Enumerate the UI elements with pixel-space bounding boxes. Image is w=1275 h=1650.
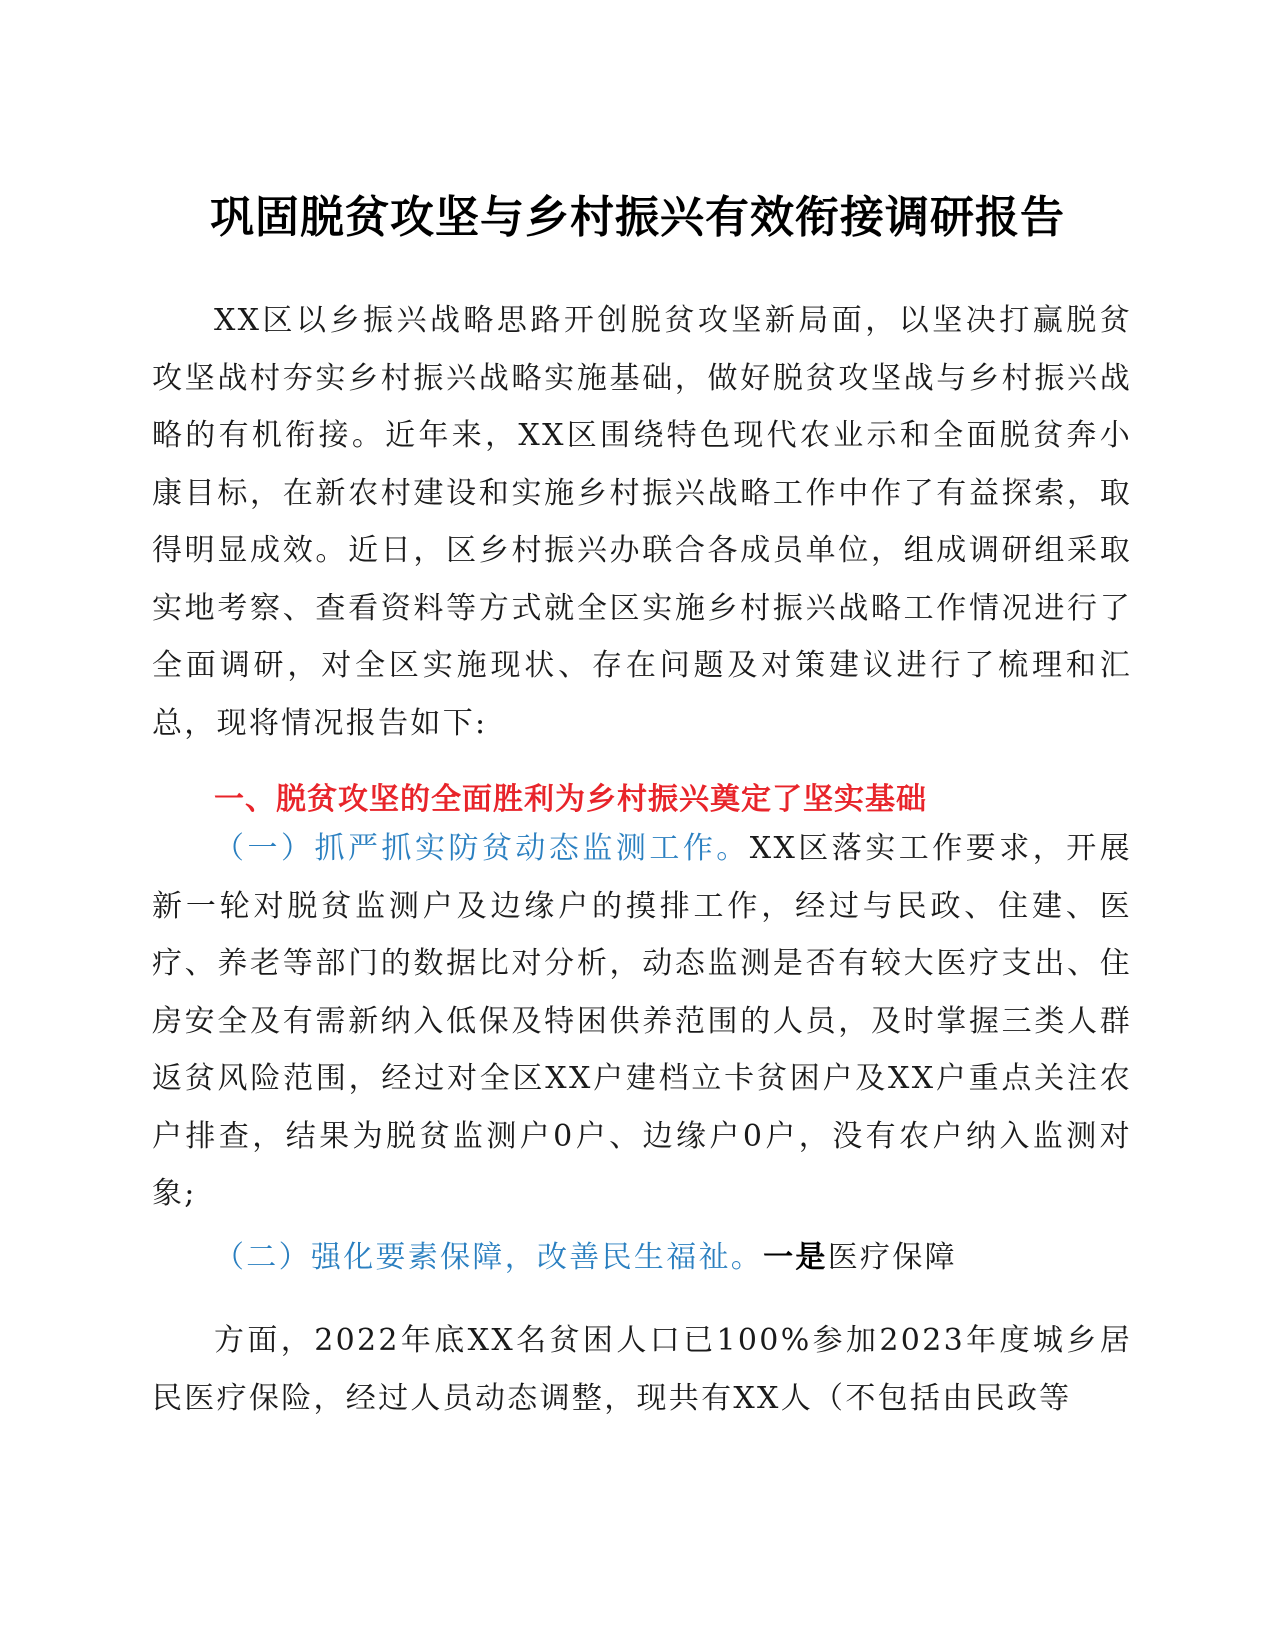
item-2-heading: （二）强化要素保障，改善民生福祉。 — [214, 1240, 764, 1275]
document-title: 巩固脱贫攻坚与乡村振兴有效衔接调研报告 — [210, 192, 1065, 243]
item-2-lead: 一是 — [763, 1240, 828, 1275]
intro-paragraph: XX区以乡振兴战略思路开创脱贫攻坚新局面，以坚决打赢脱贫攻坚战村夯实乡村振兴战略实施基础，做好脱贫攻坚战与乡村振兴战略的有机衔接。近年来，XX区围绕特色现代农业示和全面脱贫奔小康目标，在新农村建设和实施乡村振兴战略工作中作了有益探索，取得明显成效。近日，区乡村振兴办联合各成员单位，组成调研组采取实地考察、查看资料等方式就全区实施乡村振兴战略工作情况进行了全面调研，对全区实施现状、存在问题及对策建议进行了梳理和汇总，现将情况报告如下: — [152, 303, 1132, 741]
item-2-text: 医疗保障 — [827, 1240, 957, 1275]
item-1-heading: （一）抓严抓实防贫动态监测工作。 — [214, 831, 750, 866]
item-2-paragraph — [152, 1229, 1132, 1287]
item-1-paragraph — [152, 820, 1132, 1223]
section-heading-1: 一、脱贫攻坚的全面胜利为乡村振兴奠定了坚实基础 — [214, 782, 927, 817]
continuation-paragraph: 方面，2022年底XX名贫困人口已100%参加2023年度城乡居民医疗保险，经过人员动态调整，现共有XX人（不包括由民政等 — [152, 1323, 1132, 1416]
item-1-text: XX区落实工作要求，开展新一轮对脱贫监测户及边缘户的摸排工作，经过与民政、住建、医疗、养老等部门的数据比对分析，动态监测是否有较大医疗支出、住房安全及有需新纳入低保及特困供养范围的人员，及时掌握三类人群返贫风险范围，经过对全区XX户建档立卡贫困户及XX户重点关注农户排查，结果为脱贫监测户0户、边缘户0户，没有农户纳入监测对象; — [152, 831, 1132, 1211]
